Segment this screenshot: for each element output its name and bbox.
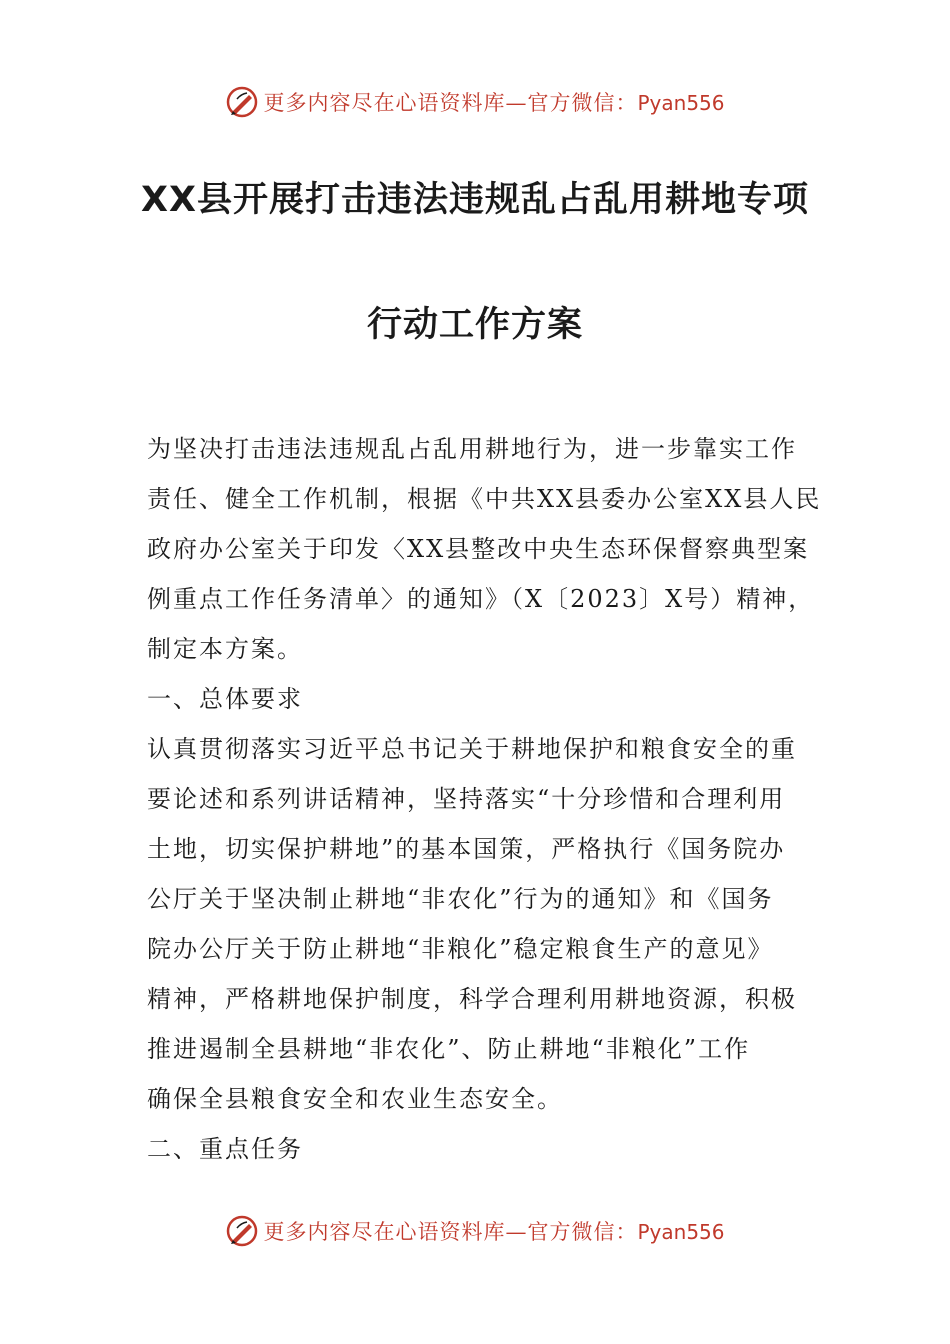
banner-text: 更多内容尽在心语资料库—官方微信：: [263, 91, 638, 115]
text-line: 土地，切实保护耕地”的基本国策，严格执行《国务院办: [147, 835, 786, 863]
text-line: 为坚决打击违法违规乱占乱用耕地行为，进一步靠实工作: [147, 435, 797, 463]
text-line: 公厅关于坚决制止耕地“非农化”行为的通知》和《国务: [147, 885, 774, 913]
banner-text: 更多内容尽在心语资料库—官方微信：: [263, 1220, 638, 1244]
text-line: 精神，严格耕地保护制度，科学合理利用耕地资源，积极: [147, 985, 797, 1013]
text-line: 例重点工作任务清单〉的通知》（X〔2023〕X号）精神，: [147, 585, 815, 613]
text-line: 政府办公室关于印发〈XX县整改中央生态环保督察典型案: [147, 535, 810, 563]
text-line: 要论述和系列讲话精神，坚持落实“十分珍惜和合理利用: [147, 785, 786, 813]
pen-logo-icon: [225, 85, 259, 119]
text-line: 确保全县粮食安全和农业生态安全。: [147, 1085, 563, 1113]
document-title-line-1: XX县开展打击违法违规乱占乱用耕地专项: [141, 180, 809, 220]
document-title-line-2: 行动工作方案: [366, 305, 583, 345]
text-line: 推进遏制全县耕地“非农化”、防止耕地“非粮化”工作: [147, 1035, 751, 1063]
pen-logo-icon: [225, 1214, 259, 1248]
text-line: 院办公厅关于防止耕地“非粮化”稳定粮食生产的意见》: [147, 935, 774, 963]
watermark-banner-top: [0, 82, 950, 122]
banner-wechat-id: Pyan556: [637, 1220, 725, 1244]
section-heading-key-tasks: 二、重点任务: [147, 1135, 303, 1163]
watermark-banner-bottom: [0, 1211, 950, 1251]
banner-wechat-id: Pyan556: [637, 91, 725, 115]
general-requirements-paragraph: [147, 724, 807, 1124]
section-heading-general-requirements: 一、总体要求: [147, 685, 303, 713]
text-line: 制定本方案。: [147, 635, 303, 663]
text-line: 认真贯彻落实习近平总书记关于耕地保护和粮食安全的重: [147, 735, 797, 763]
text-line: 责任、健全工作机制，根据《中共XX县委办公室XX县人民: [147, 485, 822, 513]
intro-paragraph: [147, 424, 822, 674]
